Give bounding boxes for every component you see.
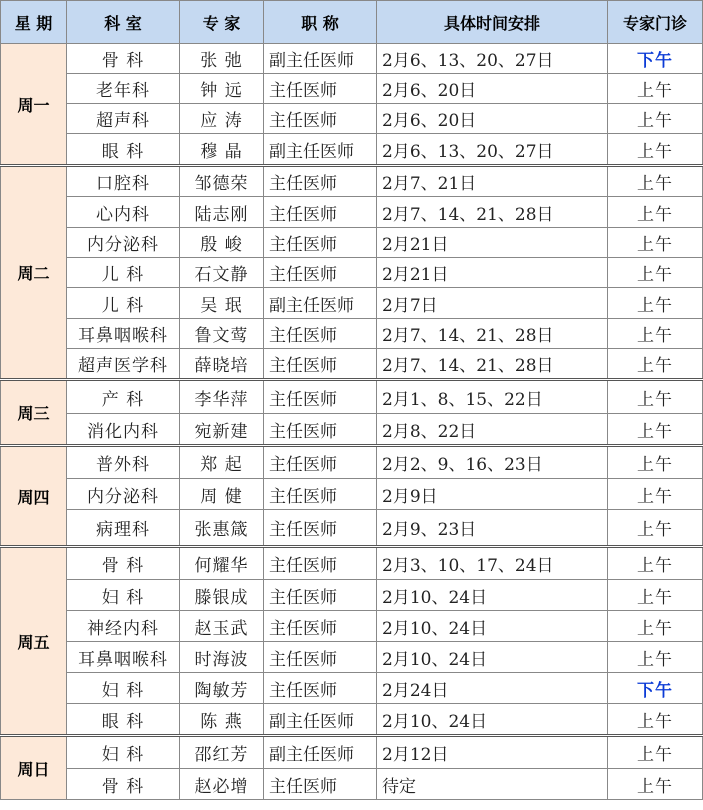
title-cell: 主任医师 [264,673,377,704]
expert-cell: 钟 远 [180,74,264,104]
session-cell: 上午 [608,134,703,166]
schedule-cell: 2月7日 [377,288,608,319]
schedule-cell: 2月1、8、15、22日 [377,380,608,414]
title-cell: 主任医师 [264,258,377,288]
title-cell: 主任医师 [264,166,377,197]
department-cell: 内分泌科 [67,228,180,258]
expert-cell: 邹德荣 [180,166,264,197]
session-cell: 上午 [608,74,703,104]
title-cell: 主任医师 [264,349,377,380]
table-row [1,380,703,414]
table-row [1,288,703,319]
table-row [1,104,703,134]
header-department: 科 室 [67,1,180,44]
table-row [1,547,703,580]
schedule-cell: 2月9、23日 [377,510,608,547]
schedule-cell: 2月6、20日 [377,74,608,104]
title-cell: 主任医师 [264,611,377,642]
table-row [1,197,703,228]
expert-cell: 时海波 [180,642,264,673]
title-cell: 副主任医师 [264,44,377,74]
session-cell: 上午 [608,166,703,197]
session-cell: 上午 [608,197,703,228]
session-cell: 上午 [608,228,703,258]
session-cell: 上午 [608,611,703,642]
session-cell: 上午 [608,446,703,479]
session-cell: 上午 [608,319,703,349]
table-row [1,769,703,800]
session-cell: 上午 [608,769,703,800]
title-cell: 副主任医师 [264,704,377,736]
schedule-cell: 2月6、13、20、27日 [377,134,608,166]
schedule-cell: 2月10、24日 [377,642,608,673]
title-cell: 主任医师 [264,228,377,258]
session-cell: 上午 [608,736,703,769]
title-cell: 主任医师 [264,197,377,228]
header-title: 职 称 [264,1,377,44]
session-cell: 上午 [608,510,703,547]
expert-cell: 吴 珉 [180,288,264,319]
weekday-cell: 周五 [1,547,67,736]
title-cell: 主任医师 [264,580,377,611]
weekday-cell: 周日 [1,736,67,800]
table-row [1,642,703,673]
session-cell: 上午 [608,380,703,414]
schedule-cell: 2月10、24日 [377,611,608,642]
expert-cell: 张惠箴 [180,510,264,547]
table-row [1,44,703,74]
session-cell: 下午 [608,673,703,704]
schedule-cell: 2月6、20日 [377,104,608,134]
table-row [1,349,703,380]
table-row [1,673,703,704]
schedule-cell: 2月10、24日 [377,580,608,611]
department-cell: 病理科 [67,510,180,547]
session-cell: 下午 [608,44,703,74]
department-cell: 超声医学科 [67,349,180,380]
department-cell: 心内科 [67,197,180,228]
header-clinic-session: 专家门诊 [608,1,703,44]
schedule-cell: 待定 [377,769,608,800]
session-cell: 上午 [608,349,703,380]
weekday-cell: 周四 [1,446,67,547]
department-cell: 耳鼻咽喉科 [67,642,180,673]
schedule-cell: 2月21日 [377,228,608,258]
table-row [1,704,703,736]
expert-cell: 殷 峻 [180,228,264,258]
weekday-cell: 周三 [1,380,67,446]
department-cell: 儿 科 [67,258,180,288]
expert-cell: 应 涛 [180,104,264,134]
session-cell: 上午 [608,104,703,134]
department-cell: 骨 科 [67,547,180,580]
expert-cell: 石文静 [180,258,264,288]
table-row [1,166,703,197]
department-cell: 内分泌科 [67,479,180,510]
weekday-cell: 周二 [1,166,67,380]
weekday-cell: 周一 [1,44,67,166]
title-cell: 主任医师 [264,319,377,349]
department-cell: 超声科 [67,104,180,134]
session-cell: 上午 [608,414,703,446]
title-cell: 副主任医师 [264,288,377,319]
header-schedule: 具体时间安排 [377,1,608,44]
title-cell: 主任医师 [264,414,377,446]
department-cell: 妇 科 [67,673,180,704]
session-cell: 上午 [608,258,703,288]
schedule-cell: 2月6、13、20、27日 [377,44,608,74]
table-row [1,446,703,479]
department-cell: 儿 科 [67,288,180,319]
table-row [1,611,703,642]
table-row [1,736,703,769]
schedule-cell: 2月24日 [377,673,608,704]
expert-cell: 张 弛 [180,44,264,74]
expert-cell: 宛新建 [180,414,264,446]
schedule-cell: 2月3、10、17、24日 [377,547,608,580]
table-row [1,134,703,166]
department-cell: 眼 科 [67,134,180,166]
session-cell: 上午 [608,547,703,580]
header-expert: 专 家 [180,1,264,44]
schedule-cell: 2月7、14、21、28日 [377,319,608,349]
session-cell: 上午 [608,479,703,510]
table-row [1,319,703,349]
table-row [1,510,703,547]
session-cell: 上午 [608,704,703,736]
expert-cell: 周 健 [180,479,264,510]
title-cell: 主任医师 [264,446,377,479]
department-cell: 消化内科 [67,414,180,446]
table-header [1,1,703,44]
schedule-cell: 2月7、14、21、28日 [377,349,608,380]
department-cell: 神经内科 [67,611,180,642]
title-cell: 主任医师 [264,547,377,580]
header-row [1,1,703,44]
table-row [1,414,703,446]
department-cell: 妇 科 [67,736,180,769]
title-cell: 主任医师 [264,74,377,104]
table-body [1,44,703,800]
title-cell: 主任医师 [264,769,377,800]
schedule-cell: 2月10、24日 [377,704,608,736]
department-cell: 耳鼻咽喉科 [67,319,180,349]
department-cell: 骨 科 [67,44,180,74]
title-cell: 副主任医师 [264,134,377,166]
expert-cell: 陆志刚 [180,197,264,228]
expert-cell: 薛晓培 [180,349,264,380]
title-cell: 主任医师 [264,479,377,510]
session-cell: 上午 [608,288,703,319]
schedule-cell: 2月12日 [377,736,608,769]
title-cell: 主任医师 [264,642,377,673]
header-weekday: 星 期 [1,1,67,44]
expert-cell: 赵必增 [180,769,264,800]
table-row [1,258,703,288]
schedule-cell: 2月2、9、16、23日 [377,446,608,479]
schedule-cell: 2月7、21日 [377,166,608,197]
schedule-cell: 2月9日 [377,479,608,510]
table-row [1,580,703,611]
department-cell: 老年科 [67,74,180,104]
expert-cell: 鲁文莺 [180,319,264,349]
department-cell: 骨 科 [67,769,180,800]
expert-cell: 郑 起 [180,446,264,479]
expert-cell: 穆 晶 [180,134,264,166]
schedule-cell: 2月7、14、21、28日 [377,197,608,228]
schedule-cell: 2月21日 [377,258,608,288]
department-cell: 眼 科 [67,704,180,736]
title-cell: 副主任医师 [264,736,377,769]
table-row [1,228,703,258]
session-cell: 上午 [608,580,703,611]
table-row [1,479,703,510]
expert-cell: 陈 燕 [180,704,264,736]
table-row [1,74,703,104]
expert-cell: 滕银成 [180,580,264,611]
title-cell: 主任医师 [264,510,377,547]
schedule-cell: 2月8、22日 [377,414,608,446]
session-cell: 上午 [608,642,703,673]
expert-cell: 陶敏芳 [180,673,264,704]
department-cell: 产 科 [67,380,180,414]
title-cell: 主任医师 [264,380,377,414]
department-cell: 口腔科 [67,166,180,197]
title-cell: 主任医师 [264,104,377,134]
expert-cell: 何耀华 [180,547,264,580]
expert-cell: 赵玉武 [180,611,264,642]
department-cell: 普外科 [67,446,180,479]
expert-cell: 李华萍 [180,380,264,414]
department-cell: 妇 科 [67,580,180,611]
expert-cell: 邵红芳 [180,736,264,769]
